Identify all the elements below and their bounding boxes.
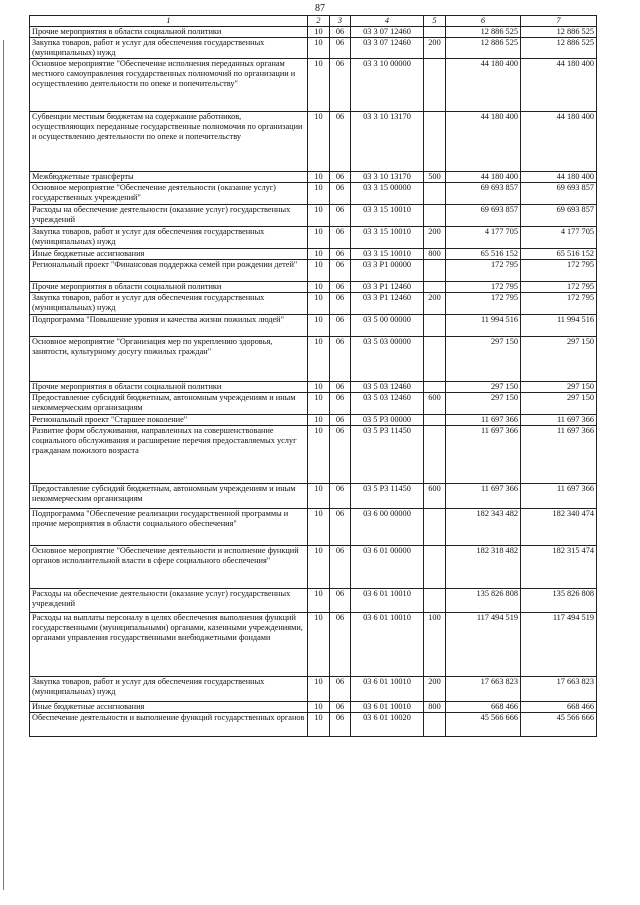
row-type-cell (424, 426, 446, 484)
table-row (30, 282, 597, 293)
row-name-cell: Региональный проект "Старшее поколение" (30, 415, 308, 426)
row-amount-cell-7: 4 177 705 (521, 227, 597, 249)
column-header: 6 (446, 16, 521, 27)
row-type-cell: 200 (424, 677, 446, 702)
row-subsection-cell: 06 (330, 183, 351, 205)
table-row (30, 172, 597, 183)
table-row (30, 27, 597, 38)
row-amount-cell-7: 12 886 525 (521, 27, 597, 38)
row-target-cell: 03 6 01 00000 (351, 546, 424, 589)
row-subsection-cell: 06 (330, 27, 351, 38)
table-row (30, 112, 597, 172)
row-section-cell: 10 (308, 172, 330, 183)
row-subsection-cell: 06 (330, 484, 351, 509)
row-name-cell: Предоставление субсидий бюджетным, автономным учреждениям и иным некоммерческим организациям (30, 484, 308, 509)
table-row (30, 426, 597, 484)
row-amount-cell-7: 182 340 474 (521, 509, 597, 546)
row-subsection-cell: 06 (330, 546, 351, 589)
table-row (30, 713, 597, 737)
row-name-cell: Подпрограмма "Обеспечение реализации государственной программы и прочие мероприятия в области социального обеспечения" (30, 509, 308, 546)
row-amount-cell-6: 117 494 519 (446, 613, 521, 677)
row-amount-cell-6: 44 180 400 (446, 59, 521, 112)
table-header-row (30, 16, 597, 27)
row-name-cell: Расходы на обеспечение деятельности (оказание услуг) государственных учреждений (30, 589, 308, 613)
row-type-cell (424, 282, 446, 293)
row-type-cell (424, 415, 446, 426)
row-name-cell: Развитие форм обслуживания, направленных на совершенствование социального обслуживания и расширение перечня предоставляемых услуг гражданам пожилого возраста (30, 426, 308, 484)
table-row (30, 677, 597, 702)
row-amount-cell-7: 172 795 (521, 293, 597, 315)
row-amount-cell-6: 69 693 857 (446, 183, 521, 205)
row-section-cell: 10 (308, 315, 330, 337)
row-target-cell: 03 3 P1 12460 (351, 293, 424, 315)
table-row (30, 613, 597, 677)
row-section-cell: 10 (308, 27, 330, 38)
row-name-cell: Межбюджетные трансферты (30, 172, 308, 183)
row-amount-cell-6: 297 150 (446, 393, 521, 415)
table-row (30, 227, 597, 249)
table-row (30, 337, 597, 382)
row-amount-cell-6: 69 693 857 (446, 205, 521, 227)
table-row (30, 589, 597, 613)
row-type-cell (424, 112, 446, 172)
row-amount-cell-6: 11 697 366 (446, 426, 521, 484)
row-section-cell: 10 (308, 546, 330, 589)
row-amount-cell-6: 12 886 525 (446, 27, 521, 38)
row-subsection-cell: 06 (330, 509, 351, 546)
row-amount-cell-6: 11 994 516 (446, 315, 521, 337)
row-target-cell: 03 3 10 13170 (351, 172, 424, 183)
row-section-cell: 10 (308, 38, 330, 59)
row-amount-cell-6: 45 566 666 (446, 713, 521, 737)
row-section-cell: 10 (308, 702, 330, 713)
row-name-cell: Обеспечение деятельности и выполнение функций государственных органов (30, 713, 308, 737)
row-subsection-cell: 06 (330, 249, 351, 260)
row-subsection-cell: 06 (330, 415, 351, 426)
row-name-cell: Иные бюджетные ассигнования (30, 249, 308, 260)
row-section-cell: 10 (308, 112, 330, 172)
row-section-cell: 10 (308, 227, 330, 249)
row-amount-cell-7: 11 697 366 (521, 415, 597, 426)
row-type-cell: 200 (424, 38, 446, 59)
row-amount-cell-6: 11 697 366 (446, 415, 521, 426)
row-amount-cell-6: 297 150 (446, 337, 521, 382)
row-type-cell (424, 59, 446, 112)
row-name-cell: Региональный проект "Финансовая поддержка семей при рождении детей" (30, 260, 308, 282)
row-type-cell (424, 27, 446, 38)
row-amount-cell-6: 17 663 823 (446, 677, 521, 702)
table-row (30, 415, 597, 426)
table-row (30, 484, 597, 509)
row-amount-cell-7: 668 466 (521, 702, 597, 713)
row-subsection-cell: 06 (330, 677, 351, 702)
row-type-cell (424, 183, 446, 205)
table-row (30, 249, 597, 260)
row-type-cell (424, 509, 446, 546)
row-type-cell (424, 337, 446, 382)
row-amount-cell-7: 182 315 474 (521, 546, 597, 589)
row-target-cell: 03 5 03 12460 (351, 382, 424, 393)
column-header: 7 (521, 16, 597, 27)
row-subsection-cell: 06 (330, 589, 351, 613)
table-row (30, 382, 597, 393)
table-row (30, 59, 597, 112)
row-section-cell: 10 (308, 589, 330, 613)
row-name-cell: Иные бюджетные ассигнования (30, 702, 308, 713)
row-section-cell: 10 (308, 713, 330, 737)
table-row (30, 393, 597, 415)
table-row (30, 315, 597, 337)
row-amount-cell-7: 11 994 516 (521, 315, 597, 337)
row-name-cell: Подпрограмма "Повышение уровня и качества жизни пожилых людей" (30, 315, 308, 337)
row-type-cell: 500 (424, 172, 446, 183)
row-type-cell: 200 (424, 227, 446, 249)
row-target-cell: 03 3 07 12460 (351, 27, 424, 38)
row-target-cell: 03 6 01 10010 (351, 702, 424, 713)
column-header: 1 (30, 16, 308, 27)
row-subsection-cell: 06 (330, 393, 351, 415)
row-type-cell (424, 260, 446, 282)
row-section-cell: 10 (308, 613, 330, 677)
row-target-cell: 03 3 15 10010 (351, 205, 424, 227)
row-amount-cell-7: 297 150 (521, 393, 597, 415)
row-type-cell (424, 382, 446, 393)
row-name-cell: Расходы на обеспечение деятельности (оказание услуг) государственных учреждений (30, 205, 308, 227)
row-type-cell (424, 205, 446, 227)
row-target-cell: 03 3 10 13170 (351, 112, 424, 172)
row-target-cell: 03 5 P3 11450 (351, 426, 424, 484)
row-amount-cell-7: 44 180 400 (521, 59, 597, 112)
row-target-cell: 03 5 P3 00000 (351, 415, 424, 426)
column-header: 2 (308, 16, 330, 27)
row-target-cell: 03 3 15 00000 (351, 183, 424, 205)
row-target-cell: 03 5 00 00000 (351, 315, 424, 337)
row-name-cell: Прочие мероприятия в области социальной политики (30, 382, 308, 393)
row-amount-cell-7: 69 693 857 (521, 183, 597, 205)
row-amount-cell-7: 297 150 (521, 382, 597, 393)
row-type-cell: 100 (424, 613, 446, 677)
row-subsection-cell: 06 (330, 293, 351, 315)
row-amount-cell-7: 172 795 (521, 282, 597, 293)
row-subsection-cell: 06 (330, 205, 351, 227)
row-amount-cell-7: 297 150 (521, 337, 597, 382)
table-row (30, 293, 597, 315)
row-amount-cell-6: 44 180 400 (446, 112, 521, 172)
row-subsection-cell: 06 (330, 337, 351, 382)
row-amount-cell-6: 668 466 (446, 702, 521, 713)
row-target-cell: 03 3 15 10010 (351, 249, 424, 260)
row-target-cell: 03 3 P1 12460 (351, 282, 424, 293)
row-type-cell: 800 (424, 702, 446, 713)
row-amount-cell-6: 44 180 400 (446, 172, 521, 183)
row-name-cell: Прочие мероприятия в области социальной политики (30, 27, 308, 38)
row-amount-cell-6: 182 343 482 (446, 509, 521, 546)
table-row (30, 260, 597, 282)
row-target-cell: 03 5 P3 11450 (351, 484, 424, 509)
table-row (30, 509, 597, 546)
row-target-cell: 03 6 01 10010 (351, 677, 424, 702)
row-amount-cell-7: 65 516 152 (521, 249, 597, 260)
row-subsection-cell: 06 (330, 112, 351, 172)
budget-table (29, 15, 597, 737)
row-subsection-cell: 06 (330, 172, 351, 183)
row-section-cell: 10 (308, 337, 330, 382)
row-section-cell: 10 (308, 205, 330, 227)
table-row (30, 38, 597, 59)
row-subsection-cell: 06 (330, 227, 351, 249)
row-amount-cell-7: 44 180 400 (521, 172, 597, 183)
table-row (30, 205, 597, 227)
row-amount-cell-7: 45 566 666 (521, 713, 597, 737)
row-section-cell: 10 (308, 260, 330, 282)
row-section-cell: 10 (308, 426, 330, 484)
row-amount-cell-6: 11 697 366 (446, 484, 521, 509)
row-amount-cell-6: 172 795 (446, 293, 521, 315)
row-type-cell (424, 713, 446, 737)
row-section-cell: 10 (308, 484, 330, 509)
row-amount-cell-7: 44 180 400 (521, 112, 597, 172)
column-header: 3 (330, 16, 351, 27)
table-row (30, 183, 597, 205)
row-section-cell: 10 (308, 393, 330, 415)
row-subsection-cell: 06 (330, 59, 351, 112)
row-type-cell: 600 (424, 484, 446, 509)
row-amount-cell-6: 135 826 808 (446, 589, 521, 613)
row-name-cell: Закупка товаров, работ и услуг для обеспечения государственных (муниципальных) нужд (30, 293, 308, 315)
row-amount-cell-6: 12 886 525 (446, 38, 521, 59)
row-target-cell: 03 5 03 00000 (351, 337, 424, 382)
row-name-cell: Основное мероприятие "Обеспечение деятельности (оказание услуг) государственных учреждений" (30, 183, 308, 205)
row-subsection-cell: 06 (330, 260, 351, 282)
row-target-cell: 03 5 03 12460 (351, 393, 424, 415)
row-name-cell: Закупка товаров, работ и услуг для обеспечения государственных (муниципальных) нужд (30, 38, 308, 59)
row-target-cell: 03 6 00 00000 (351, 509, 424, 546)
row-name-cell: Субвенции местным бюджетам на содержание работников, осуществляющих переданные государственные полномочия по организации и осуществлению деятельности по опеке и попечительству (30, 112, 308, 172)
row-subsection-cell: 06 (330, 713, 351, 737)
table-row (30, 702, 597, 713)
row-name-cell: Прочие мероприятия в области социальной политики (30, 282, 308, 293)
row-section-cell: 10 (308, 415, 330, 426)
row-type-cell: 600 (424, 393, 446, 415)
table-row (30, 546, 597, 589)
row-target-cell: 03 6 01 10010 (351, 589, 424, 613)
row-section-cell: 10 (308, 677, 330, 702)
row-section-cell: 10 (308, 183, 330, 205)
row-amount-cell-7: 69 693 857 (521, 205, 597, 227)
row-amount-cell-7: 12 886 525 (521, 38, 597, 59)
row-name-cell: Расходы на выплаты персоналу в целях обеспечения выполнения функций государственными (муниципальными) органами, казенными учреждениями, органами управления государственными внебюджетными фондами (30, 613, 308, 677)
row-subsection-cell: 06 (330, 702, 351, 713)
row-target-cell: 03 3 15 10010 (351, 227, 424, 249)
column-header: 5 (424, 16, 446, 27)
row-amount-cell-6: 4 177 705 (446, 227, 521, 249)
row-subsection-cell: 06 (330, 426, 351, 484)
row-amount-cell-7: 172 795 (521, 260, 597, 282)
row-section-cell: 10 (308, 382, 330, 393)
row-section-cell: 10 (308, 282, 330, 293)
row-section-cell: 10 (308, 509, 330, 546)
row-type-cell: 200 (424, 293, 446, 315)
row-target-cell: 03 3 07 12460 (351, 38, 424, 59)
row-subsection-cell: 06 (330, 613, 351, 677)
row-target-cell: 03 3 P1 00000 (351, 260, 424, 282)
row-amount-cell-6: 172 795 (446, 282, 521, 293)
page-edge-line (3, 40, 4, 890)
row-amount-cell-6: 172 795 (446, 260, 521, 282)
row-type-cell: 800 (424, 249, 446, 260)
row-amount-cell-6: 297 150 (446, 382, 521, 393)
row-amount-cell-7: 117 494 519 (521, 613, 597, 677)
row-amount-cell-6: 65 516 152 (446, 249, 521, 260)
row-name-cell: Предоставление субсидий бюджетным, автономным учреждениям и иным некоммерческим организациям (30, 393, 308, 415)
row-name-cell: Закупка товаров, работ и услуг для обеспечения государственных (муниципальных) нужд (30, 677, 308, 702)
row-amount-cell-7: 11 697 366 (521, 484, 597, 509)
row-amount-cell-7: 11 697 366 (521, 426, 597, 484)
row-type-cell (424, 589, 446, 613)
row-type-cell (424, 546, 446, 589)
row-name-cell: Закупка товаров, работ и услуг для обеспечения государственных (муниципальных) нужд (30, 227, 308, 249)
row-section-cell: 10 (308, 293, 330, 315)
column-header: 4 (351, 16, 424, 27)
row-target-cell: 03 6 01 10010 (351, 613, 424, 677)
row-subsection-cell: 06 (330, 315, 351, 337)
row-name-cell: Основное мероприятие "Обеспечение исполнения переданных органам местного самоуправления государственных полномочий по организации и осуществлению деятельности по опеке и попечительству" (30, 59, 308, 112)
row-target-cell: 03 3 10 00000 (351, 59, 424, 112)
row-amount-cell-6: 182 318 482 (446, 546, 521, 589)
row-name-cell: Основное мероприятие "Обеспечение деятельности и исполнение функций органов исполнительной власти в сфере социального обеспечения" (30, 546, 308, 589)
page-number: 87 (315, 3, 325, 14)
row-subsection-cell: 06 (330, 38, 351, 59)
row-type-cell (424, 315, 446, 337)
row-section-cell: 10 (308, 249, 330, 260)
row-name-cell: Основное мероприятие "Организация мер по укреплению здоровья, занятости, культурному досугу пожилых граждан" (30, 337, 308, 382)
row-target-cell: 03 6 01 10020 (351, 713, 424, 737)
row-amount-cell-7: 135 826 808 (521, 589, 597, 613)
row-section-cell: 10 (308, 59, 330, 112)
row-subsection-cell: 06 (330, 382, 351, 393)
row-amount-cell-7: 17 663 823 (521, 677, 597, 702)
row-subsection-cell: 06 (330, 282, 351, 293)
